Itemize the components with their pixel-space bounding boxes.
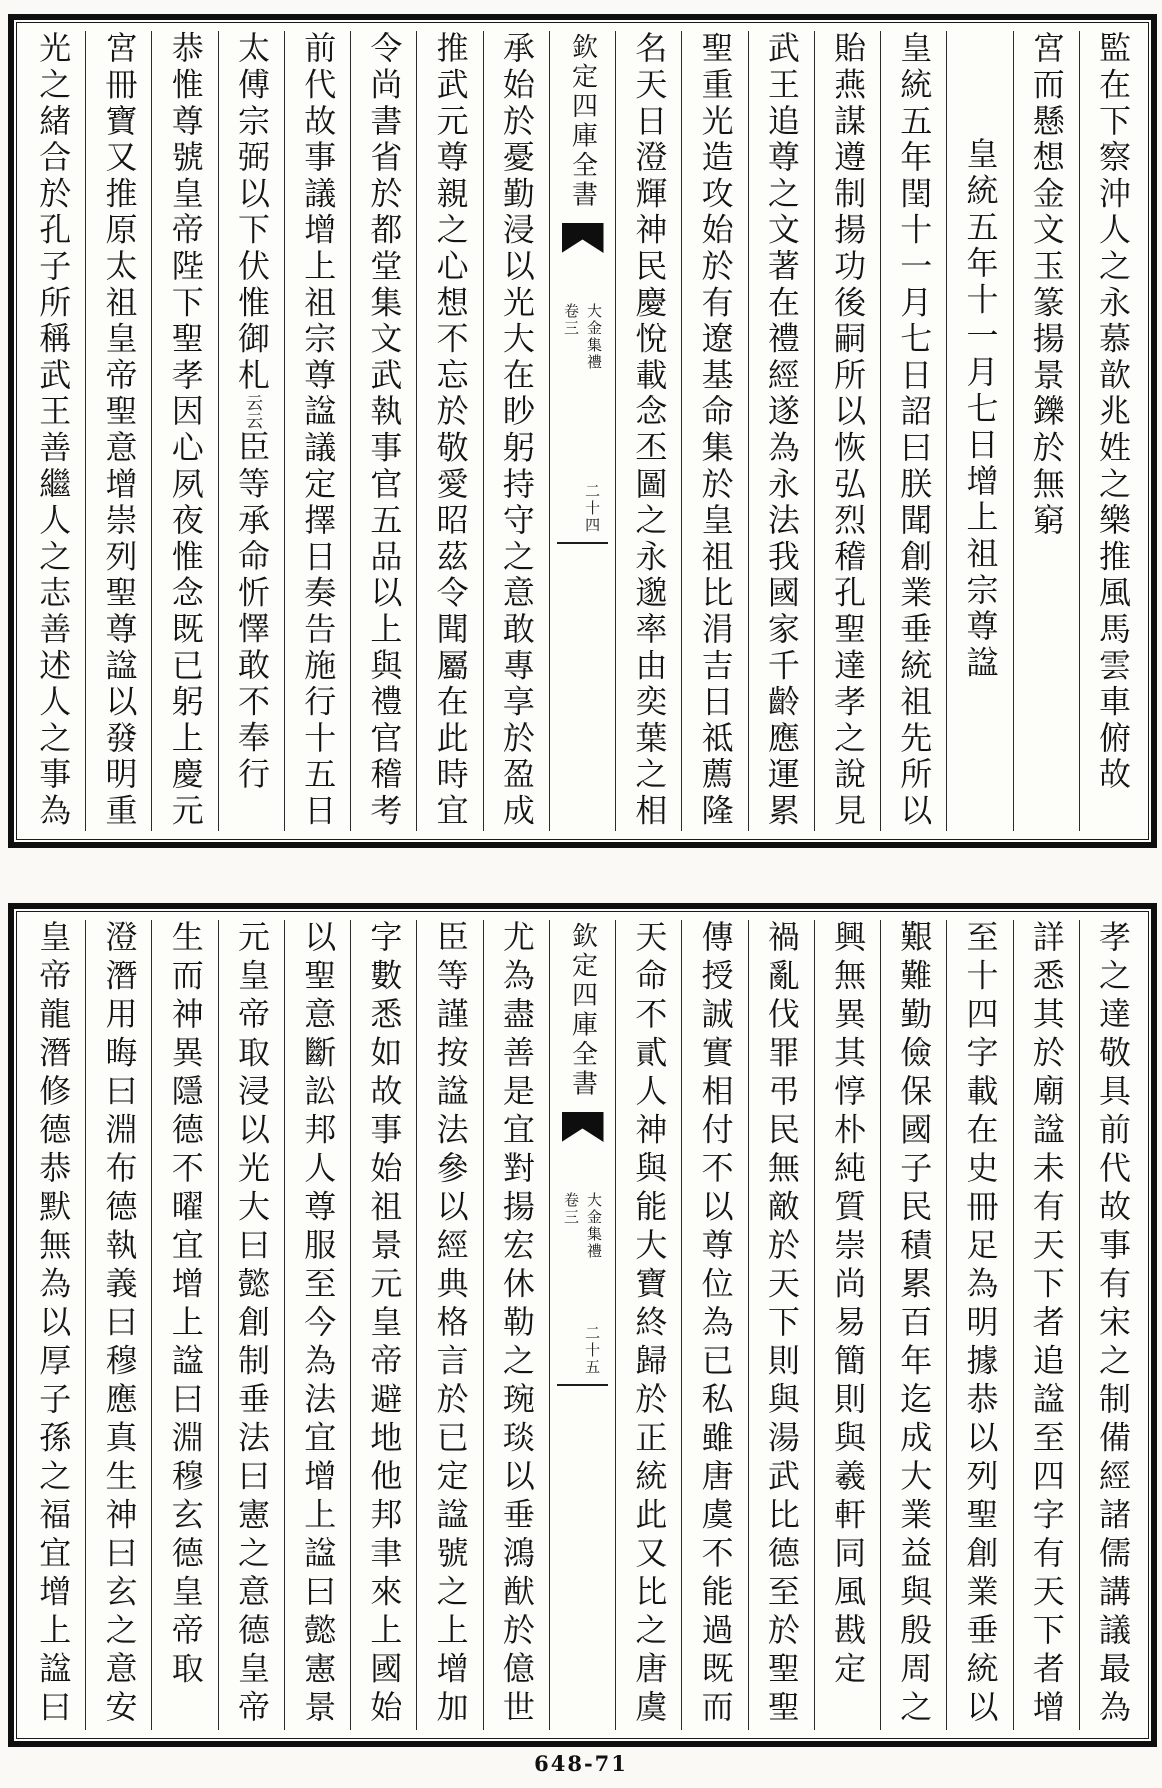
interlinear-note: 云云 <box>241 394 262 430</box>
text-column: 以聖意斷訟邦人尊服至今為法宜增上諡曰懿憲景 <box>284 920 350 1730</box>
text-column: 傳授誠實相付不以尊位為已私雖唐虞不能過既而 <box>681 920 747 1730</box>
text-column: 宮冊寶又推原太祖皇帝聖意增崇列聖尊諡以發明重 <box>85 31 151 831</box>
banxin-column <box>549 31 615 831</box>
text-column: 監在下察沖人之永慕歆兆姓之樂推風馬雲車俯故 <box>1079 31 1145 831</box>
text-column: 皇統五年閏十一月七日詔曰朕聞創業垂統祖先所以 <box>880 31 946 831</box>
banxin-book-title: 大金集禮 <box>585 303 603 371</box>
banxin-mid <box>561 1192 604 1270</box>
banxin-title: 欽定四庫全書 <box>567 922 598 1099</box>
banxin-divider <box>557 1384 608 1386</box>
text-column: 宮而懸想金文玉篆揚景鑠於無窮 <box>1013 31 1079 831</box>
page-frame-bottom <box>16 911 1149 1739</box>
page-block-top <box>8 14 1157 848</box>
banxin-folio-number: 二十五 <box>583 1325 602 1376</box>
text-column: 字數悉如故事始祖景元皇帝避地他邦聿來上國始 <box>350 920 416 1730</box>
fishtail-icon <box>562 1112 604 1142</box>
text-column: 艱難勤儉保國子民積累百年迄成大業益與殷周之 <box>880 920 946 1730</box>
text-column: 尤為盡善是宜對揚宏休勒之琬琰以垂鴻猷於億世 <box>483 920 549 1730</box>
text-column: 光之緒合於孔子所稱武王善繼人之志善述人之事為 <box>34 31 73 830</box>
banxin-mid <box>561 303 604 381</box>
text-column: 推武元尊親之心想不忘於敬愛昭茲令聞屬在此時宜 <box>416 31 482 831</box>
text-column: 貽燕謀遵制揚功後嗣所以恢弘烈稽孔聖達孝之說見 <box>814 31 880 831</box>
text-column: 臣等謹按諡法參以經典格言於已定諡號之上增加 <box>416 920 482 1730</box>
banxin-column <box>549 920 615 1730</box>
column-text: 臣等承命忻懌敢不奉行 <box>232 430 271 793</box>
text-column: 承始於憂勤浸以光大在眇躬持守之意敢專享於盈成 <box>483 31 549 831</box>
text-column: 皇帝龍潛修德恭默無為以厚子孫之福宜增上諡曰 <box>34 920 73 1729</box>
text-column: 孝之達敬具前代故事有宋之制備經諸儒講議最為 <box>1079 920 1145 1730</box>
text-column: 武王追尊之文著在禮經遂為永法我國家千齡應運累 <box>748 31 814 831</box>
text-column: 澄潛用晦曰淵布德執義曰穆應真生神曰玄之意安 <box>85 920 151 1730</box>
text-column: 天命不貳人神與能大寶終歸於正統此又比之唐虞 <box>615 920 681 1730</box>
text-column: 元皇帝取浸以光大曰懿創制垂法曰憲之意德皇帝 <box>218 920 284 1730</box>
text-column: 聖重光造攻始於有遼基命集於皇祖比涓吉日祗薦隆 <box>681 31 747 831</box>
fishtail-icon <box>562 223 604 253</box>
banxin-folio-number: 二十四 <box>583 483 602 534</box>
text-column: 興無異其惇朴純質崇尚易簡則與羲軒同風戡定 <box>814 920 880 1730</box>
text-column: 恭惟尊號皇帝陛下聖孝因心夙夜惟念既已躬上慶元 <box>151 31 217 831</box>
banxin-juan-label: 卷三 <box>562 303 580 337</box>
text-column: 至十四字載在史冊足為明據恭以列聖創業垂統以 <box>946 920 1012 1730</box>
print-page-number: 648-71 <box>534 1751 628 1776</box>
text-column: 前代故事議增上祖宗尊諡議定擇日奏告施行十五日 <box>284 31 350 831</box>
page-block-bottom <box>8 903 1157 1747</box>
text-column: 詳悉其於廟諡未有天下者追諡至四字有天下者增 <box>1013 920 1079 1730</box>
banxin-juan-label: 卷三 <box>562 1192 580 1226</box>
text-column: 禍亂伐罪弔民無敵於天下則與湯武比德至於聖聖 <box>748 920 814 1730</box>
page-frame-top <box>16 22 1149 840</box>
text-column: 皇統五年十一月七日增上祖宗尊諡 <box>946 31 1012 831</box>
column-text: 太傅宗弼以下伏惟御札 <box>232 31 271 394</box>
banxin-divider <box>557 542 608 544</box>
text-column: 令尚書省於都堂集文武執事官五品以上與禮官稽考 <box>350 31 416 831</box>
text-column: 生而神異隱德不曜宜增上諡曰淵穆玄德皇帝取 <box>151 920 217 1730</box>
text-column <box>218 31 284 831</box>
banxin-title: 欽定四庫全書 <box>567 33 598 210</box>
text-column: 名天日澄輝神民慶悅載念丕圖之永邈率由奕葉之相 <box>615 31 681 831</box>
banxin-book-title: 大金集禮 <box>585 1192 603 1260</box>
